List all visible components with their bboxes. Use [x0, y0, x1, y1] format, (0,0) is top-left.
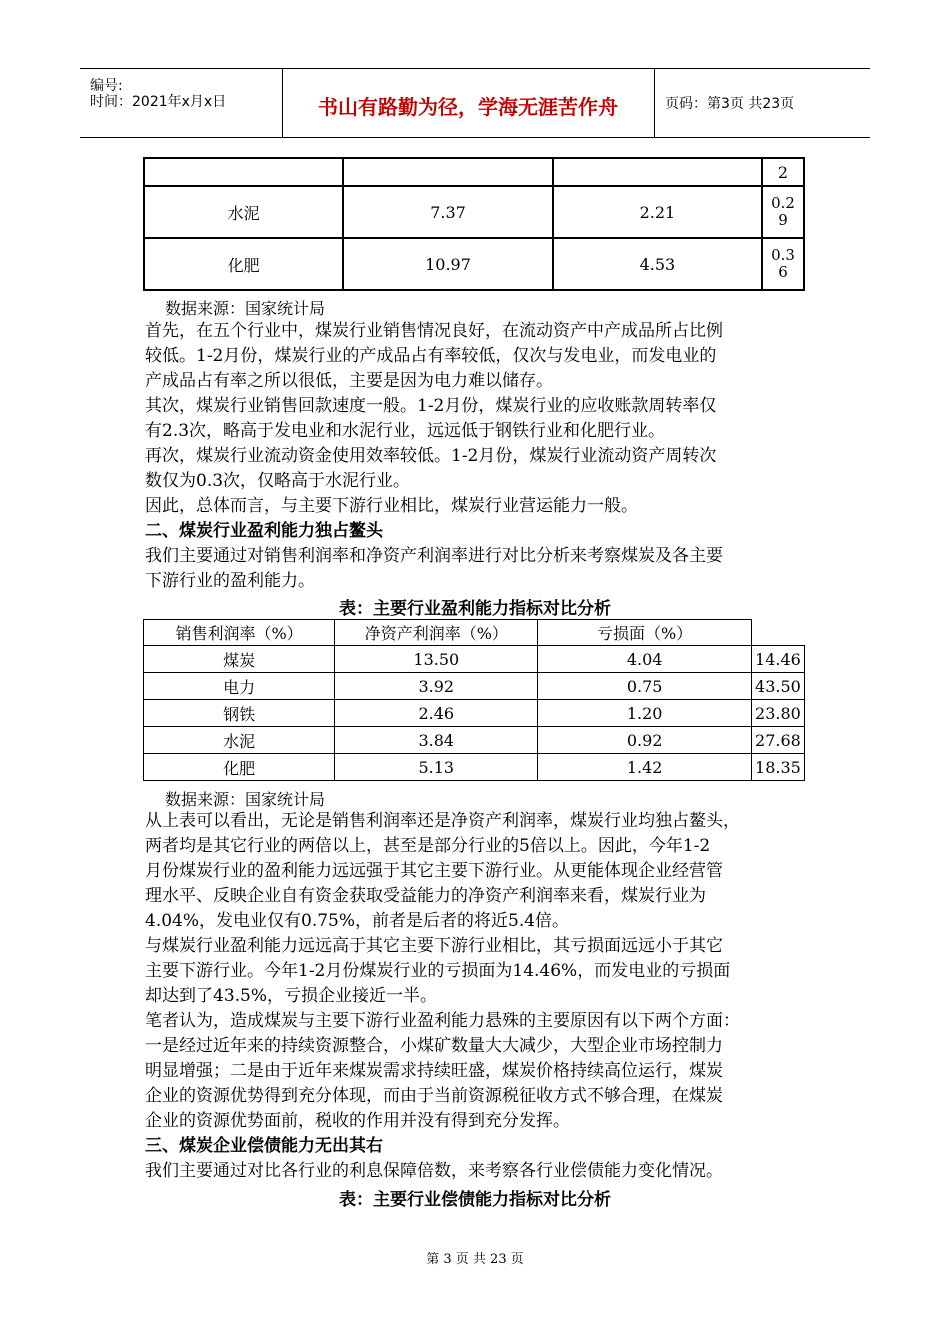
operating-table: [143, 157, 805, 291]
text-line: 我们主要通过对比各行业的利息保障倍数，来考察各行业偿债能力变化情况。: [145, 1161, 723, 1181]
table-row: [144, 646, 805, 673]
table-cell: 3.92: [335, 673, 538, 700]
text-line: 明显增强；二是由于近年来煤炭需求持续旺盛，煤炭价格持续高位运行，煤炭: [145, 1061, 723, 1081]
text-line: 我们主要通过对销售利润率和净资产利润率进行对比分析来考察煤炭及各主要: [145, 546, 723, 566]
text-line: 一是经过近年来的持续资源整合，小煤矿数量大大减少，大型企业市场控制力: [145, 1036, 723, 1056]
table-cell: 电力: [144, 673, 335, 700]
table-cell: 化肥: [144, 238, 343, 290]
text-line: 企业的资源优势面前，税收的作用并没有得到充分发挥。: [145, 1111, 570, 1131]
text-line: 却达到了43.5%，亏损企业接近一半。: [145, 986, 438, 1006]
page-info: 页码：第3页 共23页: [665, 96, 795, 112]
table-row: [144, 754, 805, 781]
profitability-table: [143, 619, 805, 781]
table-row: [144, 238, 804, 290]
table-cell: 0.29: [762, 186, 804, 238]
table-caption: 表：主要行业盈利能力指标对比分析: [339, 599, 611, 619]
column-header: 亏损面（%）: [538, 620, 751, 646]
table-row: [144, 158, 804, 186]
text-line: 从上表可以看出，无论是销售利润率还是净资产利润率，煤炭行业均独占鳌头，: [145, 811, 740, 831]
text-line: 产成品占有率之所以很低，主要是因为电力难以储存。: [145, 371, 553, 391]
text-line: 因此，总体而言，与主要下游行业相比，煤炭行业营运能力一般。: [145, 496, 638, 516]
table-row: [144, 673, 805, 700]
section-heading: 三、煤炭企业偿债能力无出其右: [145, 1136, 383, 1156]
section-heading: 二、煤炭行业盈利能力独占鳌头: [145, 521, 383, 541]
table-cell: 1.42: [538, 754, 751, 781]
table-cell: 14.46: [751, 646, 804, 673]
table-cell: 煤炭: [144, 646, 335, 673]
table-cell: 0.75: [538, 673, 751, 700]
column-header: 销售利润率（%）: [144, 620, 335, 646]
text-line: 有2.3次，略高于发电业和水泥行业，远远低于钢铁行业和化肥行业。: [145, 421, 666, 441]
table-cell: 水泥: [144, 727, 335, 754]
table-cell: 2.21: [553, 186, 762, 238]
text-line: 4.04%，发电业仅有0.75%，前者是后者的将近5.4倍。: [145, 911, 570, 931]
text-line: 企业的资源优势得到充分体现，而由于当前资源税征收方式不够合理，在煤炭: [145, 1086, 723, 1106]
table-cell: 13.50: [335, 646, 538, 673]
table-cell: 2.46: [335, 700, 538, 727]
table-cell: 7.37: [343, 186, 552, 238]
table-cell: 4.53: [553, 238, 762, 290]
text-line: 首先，在五个行业中，煤炭行业销售情况良好，在流动资产中产成品所占比例: [145, 321, 723, 341]
table-cell: 23.80: [751, 700, 804, 727]
table-row: [144, 727, 805, 754]
table-cell: 43.50: [751, 673, 804, 700]
table-row: [144, 700, 805, 727]
data-source: 数据来源：国家统计局: [165, 299, 326, 318]
text-line: 其次，煤炭行业销售回款速度一般。1-2月份，煤炭行业的应收账款周转率仅: [145, 396, 717, 416]
table-cell: 1.20: [538, 700, 751, 727]
table-cell: 水泥: [144, 186, 343, 238]
text-line: 理水平、反映企业自有资金获取受益能力的净资产利润率来看，煤炭行业为: [145, 886, 706, 906]
table-cell: 5.13: [335, 754, 538, 781]
text-line: 较低。1-2月份，煤炭行业的产成品占有率较低，仅次与发电业，而发电业的: [145, 346, 717, 366]
text-line: 月份煤炭行业的盈利能力远远强于其它主要下游行业。从更能体现企业经营管: [145, 861, 723, 881]
column-header: [751, 620, 804, 646]
text-line: 再次，煤炭行业流动资金使用效率较低。1-2月份，煤炭行业流动资产周转次: [145, 446, 717, 466]
text-line: 与煤炭行业盈利能力远远高于其它主要下游行业相比，其亏损面远远小于其它: [145, 936, 723, 956]
table-cell: 2: [762, 158, 804, 186]
page-header: [80, 68, 870, 138]
table-cell: 0.36: [762, 238, 804, 290]
table-cell: 27.68: [751, 727, 804, 754]
table-cell: [553, 158, 762, 186]
table-cell: 10.97: [343, 238, 552, 290]
table-cell: 18.35: [751, 754, 804, 781]
time-label: 时间：2021年x月x日: [90, 94, 227, 110]
column-header: 净资产利润率（%）: [335, 620, 538, 646]
data-source: 数据来源：国家统计局: [165, 790, 326, 809]
table-cell: 化肥: [144, 754, 335, 781]
table-cell: 0.92: [538, 727, 751, 754]
text-line: 笔者认为，造成煤炭与主要下游行业盈利能力悬殊的主要原因有以下两个方面：: [145, 1011, 740, 1031]
page-footer: 第 3 页 共 23 页: [426, 1252, 524, 1267]
table-cell: 3.84: [335, 727, 538, 754]
table-cell: [144, 158, 343, 186]
header-divider: [654, 69, 655, 137]
table-row: [144, 186, 804, 238]
header-motto: 书山有路勤为径，学海无涯苦作舟: [318, 95, 618, 119]
paragraph-block: [145, 809, 740, 1184]
table-caption: 表：主要行业偿债能力指标对比分析: [339, 1190, 611, 1210]
table-cell: [343, 158, 552, 186]
paragraph-block: [145, 319, 723, 594]
text-line: 两者均是其它行业的两倍以上，甚至是部分行业的5倍以上。因此，今年1-2: [145, 836, 711, 856]
table-cell: 4.04: [538, 646, 751, 673]
code-label: 编号:: [90, 78, 123, 94]
table-cell: 钢铁: [144, 700, 335, 727]
text-line: 下游行业的盈利能力。: [145, 571, 315, 591]
table-header-row: [144, 620, 805, 646]
text-line: 数仅为0.3次，仅略高于水泥行业。: [145, 471, 411, 491]
text-line: 主要下游行业。今年1-2月份煤炭行业的亏损面为14.46%，而发电业的亏损面: [145, 961, 731, 981]
